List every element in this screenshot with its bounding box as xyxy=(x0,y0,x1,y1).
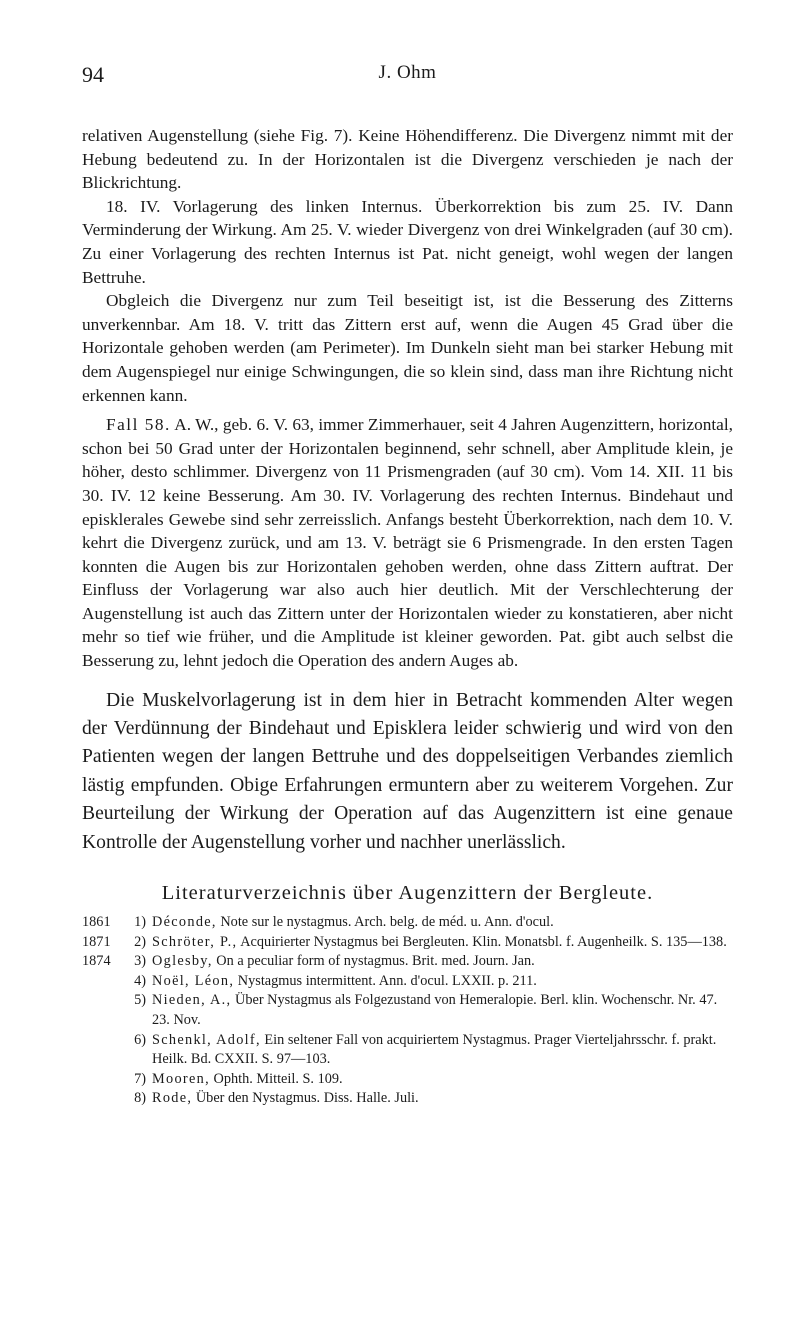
reference-title: Ein seltener Fall von acquiriertem Nystagmus. Prager Vierteljahrsschr. f. prakt. Heilk. Bd. CXXII. S. 97—103. xyxy=(152,1031,717,1068)
reference-author: Noël, Léon, xyxy=(152,972,235,989)
case-label: Fall 58. xyxy=(106,415,171,435)
reference-year: 1871 xyxy=(82,933,111,950)
reference-year: 1861 xyxy=(82,914,111,931)
bibliography-title: Literaturverzeichnis über Augenzittern der Bergleute. xyxy=(161,882,654,905)
reference-text xyxy=(152,1089,733,1109)
page-header xyxy=(82,62,733,92)
page-number: 94 xyxy=(82,62,104,87)
paragraph: Obgleich die Divergenz nur zum Teil beseitigt ist, ist die Besserung des Zitterns unverkennbar. Am 18. V. tritt das Zittern erst auf, wenn die Augen 45 Grad über die Horizontale gehoben werden (am Perimeter). Im Dunkeln sieht man bei starker Hebung mit dem Augenspiegel nur einige Schwingungen, die so klein sind, dass man ihre Richtung nicht erkennen kann. xyxy=(82,291,733,405)
running-head: J. Ohm xyxy=(378,62,437,83)
case-text: A. W., geb. 6. V. 63, immer Zimmerhauer, seit 4 Jahren Augenzittern, horizontal, schon bei 50 Grad unter der Horizontalen beginnend, sehr schnell, aber Amplitude klein, je höher, desto schlimmer. Divergenz von 11 Prismengraden (auf 30 cm). Vom 14. XII. 11 bis 30. IV. 12 keine Besserung. Am 30. IV. Vorlagerung des rechten Internus. Bindehaut und episklerales Gewebe sind sehr zerreisslich. Anfangs besteht Überkorrektion, nach dem 10. V. kehrt die Divergenz zurück, und am 13. V. beträgt sie 6 Prismengrade. In den ersten Tagen konnten die Augen bis zur Horizontalen gehoben werden, ohne dass Zittern auftrat. Der Einfluss der Vorlagerung war also auch hier deutlich. Mit der Verschlechterung der Augenstellung ist auch das Zittern unter der Horizontalen wieder zu konstatieren, aber nicht mehr so tief wie früher, und die Amplitude ist kleiner geworden. Pat. gibt auch selbst die Besserung zu, lehnt jedoch die Operation des andern Auges ab. xyxy=(82,415,733,671)
reference-author: Schröter, P., xyxy=(152,933,238,950)
reference-number: 7) xyxy=(134,1070,146,1087)
reference-text xyxy=(152,1031,733,1070)
reference-title: On a peculiar form of nystagmus. Brit. med. Journ. Jan. xyxy=(212,953,535,970)
reference-entry xyxy=(82,1070,733,1090)
reference-number: 5) xyxy=(134,992,146,1009)
reference-title: Über den Nystagmus. Diss. Halle. Juli. xyxy=(192,1090,419,1107)
reference-entry xyxy=(82,1031,733,1070)
reference-number: 2) xyxy=(134,933,146,950)
reference-author: Oglesby, xyxy=(152,953,213,970)
reference-year: 1874 xyxy=(82,953,111,970)
reference-number: 3) xyxy=(134,953,146,970)
case-paragraph xyxy=(82,413,733,673)
reference-number: 6) xyxy=(134,1031,146,1048)
reference-author: Schenkl, Adolf, xyxy=(152,1031,261,1048)
reference-author: Rode, xyxy=(152,1090,193,1107)
reference-text xyxy=(152,913,733,933)
reference-author: Nieden, A., xyxy=(152,992,232,1009)
reference-entry xyxy=(82,933,733,953)
reference-title: Acquirierter Nystagmus bei Bergleuten. Klin. Monatsbl. f. Augenheilk. S. 135—138. xyxy=(237,933,727,950)
reference-text xyxy=(152,952,733,972)
reference-title: Note sur le nystagmus. Arch. belg. de méd. u. Ann. d'ocul. xyxy=(216,914,554,931)
reference-list xyxy=(82,913,733,1109)
reference-number: 1) xyxy=(134,914,146,931)
reference-title: Ophth. Mitteil. S. 109. xyxy=(209,1070,343,1087)
reference-entry xyxy=(82,913,733,933)
reference-entry xyxy=(82,952,733,972)
reference-text xyxy=(152,972,733,992)
reference-title: Über Nystagmus als Folgezustand von Hemeralopie. Berl. klin. Wochenschr. Nr. 47. 23. Nov. xyxy=(152,992,718,1029)
reference-number: 4) xyxy=(134,972,146,989)
reference-number: 8) xyxy=(134,1090,146,1107)
conclusion-paragraph: Die Muskelvorlagerung ist in dem hier in Betracht kommenden Alter wegen der Verdünnung der Bindehaut und Episklera leider schwierig und wird von den Patienten wegen der langen Bettruhe und des doppelseitigen Verbandes ziemlich lästig empfunden. Obige Erfahrungen ermuntern aber zu weiterem Vorgehen. Zur Beurteilung der Wirkung der Operation auf das Augenzittern ist eine genaue Kontrolle der Augenstellung vorher und nachher unerlässlich. xyxy=(82,689,733,853)
paragraph: relativen Augenstellung (siehe Fig. 7). Keine Höhendifferenz. Die Divergenz nimmt mit der Hebung bedeutend zu. In der Horizontalen ist die Divergenz verschieden je nach der Blickrichtung. xyxy=(82,126,733,193)
paragraph: 18. IV. Vorlagerung des linken Internus. Überkorrektion bis zum 25. IV. Dann Verminderung der Wirkung. Am 25. V. wieder Divergenz von drei Winkelgraden (auf 30 cm). Zu einer Vorlagerung des rechten Internus ist Pat. nicht geneigt, wohl wegen der langen Bettruhe. xyxy=(82,196,733,287)
reference-entry xyxy=(82,991,733,1030)
reference-entry xyxy=(82,972,733,992)
page-body xyxy=(82,124,733,1109)
reference-text xyxy=(152,933,733,953)
reference-author: Déconde, xyxy=(152,914,217,931)
reference-entry xyxy=(82,1089,733,1109)
reference-title: Nystagmus intermittent. Ann. d'ocul. LXXII. p. 211. xyxy=(234,972,537,989)
reference-author: Mooren, xyxy=(152,1070,210,1087)
reference-text xyxy=(152,991,733,1030)
reference-text xyxy=(152,1070,733,1090)
